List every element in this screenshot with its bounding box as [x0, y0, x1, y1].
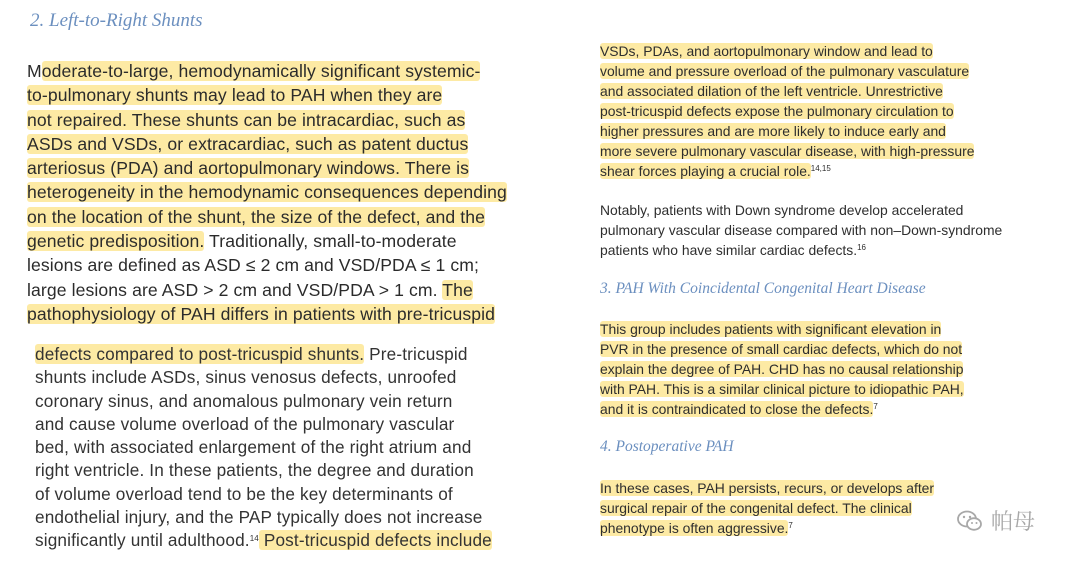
text-line	[600, 200, 1002, 220]
highlighted-text: Post-tricuspid defects include	[258, 530, 492, 551]
left-column-top-paragraph	[27, 59, 587, 326]
text-line	[600, 240, 1002, 260]
highlighted-text: This group includes patients with significant elevation in	[600, 321, 942, 337]
highlighted-text: surgical repair of the congenital defect. The clinical	[600, 500, 912, 516]
text-run: patients who have similar cardiac defects.	[600, 242, 858, 258]
text-run: and cause volume overload of the pulmonary vascular	[35, 413, 455, 434]
highlighted-text: phenotype is often aggressive.	[600, 520, 789, 536]
text-line	[35, 459, 580, 482]
reference-superscript: 16	[857, 243, 867, 252]
reference-superscript: 7	[873, 402, 878, 411]
text-line	[35, 413, 580, 436]
watermark-text: 帕母	[991, 510, 1036, 535]
wechat-icon	[955, 506, 985, 536]
text-line	[35, 436, 580, 459]
right-paragraph-down-syndrome	[600, 200, 1002, 260]
text-line	[600, 498, 934, 518]
highlighted-text: ASDs and VSDs, or extracardiac, such as patent ductus	[27, 133, 469, 154]
text-line	[27, 83, 587, 107]
text-line	[600, 399, 964, 419]
highlighted-text: explain the degree of PAH. CHD has no causal relationship	[600, 361, 964, 377]
text-line	[600, 518, 934, 538]
text-line	[600, 478, 934, 498]
text-run: endothelial injury, and the PAP typically does not increase	[35, 507, 483, 528]
highlighted-text: with PAH. This is a similar clinical picture to idiopathic PAH,	[600, 381, 964, 397]
text-run: right ventricle. In these patients, the degree and duration	[35, 460, 474, 481]
highlighted-text: oderate-to-large, hemodynamically significant systemic-	[41, 61, 481, 81]
text-line	[27, 278, 587, 302]
highlighted-text: shear forces playing a crucial role.	[600, 163, 811, 179]
text-line	[600, 220, 1002, 240]
text-run: Notably, patients with Down syndrome develop accelerated	[600, 202, 964, 218]
text-run: bed, with associated enlargement of the right atrium and	[35, 437, 472, 458]
text-line	[27, 59, 587, 83]
text-run: M	[27, 61, 42, 81]
text-line	[35, 343, 580, 366]
section-heading-left-to-right-shunts: 2. Left-to-Right Shunts	[30, 10, 203, 31]
highlighted-text: arteriosus (PDA) and aortopulmonary windows. There is	[27, 158, 470, 179]
highlighted-text: and associated dilation of the left ventricle. Unrestrictive	[600, 83, 943, 99]
text-line	[35, 529, 580, 552]
section-heading-coincidental-chd: 3. PAH With Coincidental Congenital Heart Disease	[600, 280, 926, 297]
right-paragraph-coincidental-chd	[600, 319, 964, 419]
text-line	[600, 161, 974, 181]
text-line	[600, 121, 974, 141]
highlighted-text: PVR in the presence of small cardiac defects, which do not	[600, 341, 963, 357]
text-line	[27, 180, 587, 204]
text-line	[27, 229, 587, 253]
text-line	[27, 108, 587, 132]
text-run: significantly until adulthood.	[35, 530, 250, 551]
text-line	[600, 359, 964, 379]
highlighted-text: heterogeneity in the hemodynamic consequences depending	[27, 182, 507, 203]
highlighted-text: post-tricuspid defects expose the pulmonary circulation to	[600, 103, 954, 119]
text-line	[27, 253, 587, 277]
wechat-watermark	[955, 505, 1035, 536]
text-line	[600, 61, 974, 81]
reference-superscript: 7	[788, 521, 793, 530]
highlighted-text: volume and pressure overload of the pulmonary vasculature	[600, 63, 970, 79]
section-heading-postoperative-pah: 4. Postoperative PAH	[600, 438, 734, 455]
left-column-bottom-paragraph	[35, 343, 580, 553]
text-line	[600, 379, 964, 399]
highlighted-text: to-pulmonary shunts may lead to PAH when they are	[27, 85, 443, 106]
text-line	[35, 483, 580, 506]
highlighted-text: The	[442, 279, 473, 300]
highlighted-text: more severe pulmonary vascular disease, with high-pressure	[600, 143, 975, 159]
highlighted-text: In these cases, PAH persists, recurs, or develops after	[600, 480, 935, 496]
text-line	[35, 390, 580, 413]
text-line	[600, 81, 974, 101]
text-line	[35, 506, 580, 529]
reference-superscript: 14	[249, 534, 259, 544]
text-line	[600, 141, 974, 161]
highlighted-text: VSDs, PDAs, and aortopulmonary window and lead to	[600, 43, 933, 59]
highlighted-text: not repaired. These shunts can be intracardiac, such as	[27, 109, 466, 130]
text-line	[27, 302, 587, 326]
text-line	[27, 205, 587, 229]
highlighted-text: pathophysiology of PAH differs in patients with pre-tricuspid	[27, 303, 496, 324]
highlighted-text: defects compared to post-tricuspid shunts.	[35, 344, 365, 364]
text-run: Pre-tricuspid	[364, 344, 468, 364]
text-run: pulmonary vascular disease compared with non–Down-syndrome	[600, 222, 1003, 238]
highlighted-text: higher pressures and are more likely to induce early and	[600, 123, 946, 139]
highlighted-text: genetic predisposition.	[27, 231, 205, 252]
text-line	[35, 366, 580, 389]
reference-superscript: 14,15	[810, 164, 831, 173]
text-run: Traditionally, small-to-moderate	[204, 231, 457, 252]
right-paragraph-post-tricuspid	[600, 41, 974, 181]
text-run: shunts include ASDs, sinus venosus defects, unroofed	[35, 367, 457, 388]
highlighted-text: and it is contraindicated to close the defects.	[600, 401, 874, 417]
text-line	[600, 319, 964, 339]
text-run: of volume overload tend to be the key determinants of	[35, 483, 453, 504]
text-line	[600, 101, 974, 121]
text-run: coronary sinus, and anomalous pulmonary vein return	[35, 390, 453, 411]
text-line	[27, 132, 587, 156]
text-line	[27, 156, 587, 180]
text-run: lesions are defined as ASD ≤ 2 cm and VSD/PDA ≤ 1 cm;	[27, 255, 479, 276]
text-run: large lesions are ASD > 2 cm and VSD/PDA > 1 cm.	[27, 279, 443, 300]
right-paragraph-postoperative-pah	[600, 478, 934, 538]
highlighted-text: on the location of the shunt, the size of the defect, and the	[27, 206, 485, 227]
text-line	[600, 41, 974, 61]
text-line	[600, 339, 964, 359]
